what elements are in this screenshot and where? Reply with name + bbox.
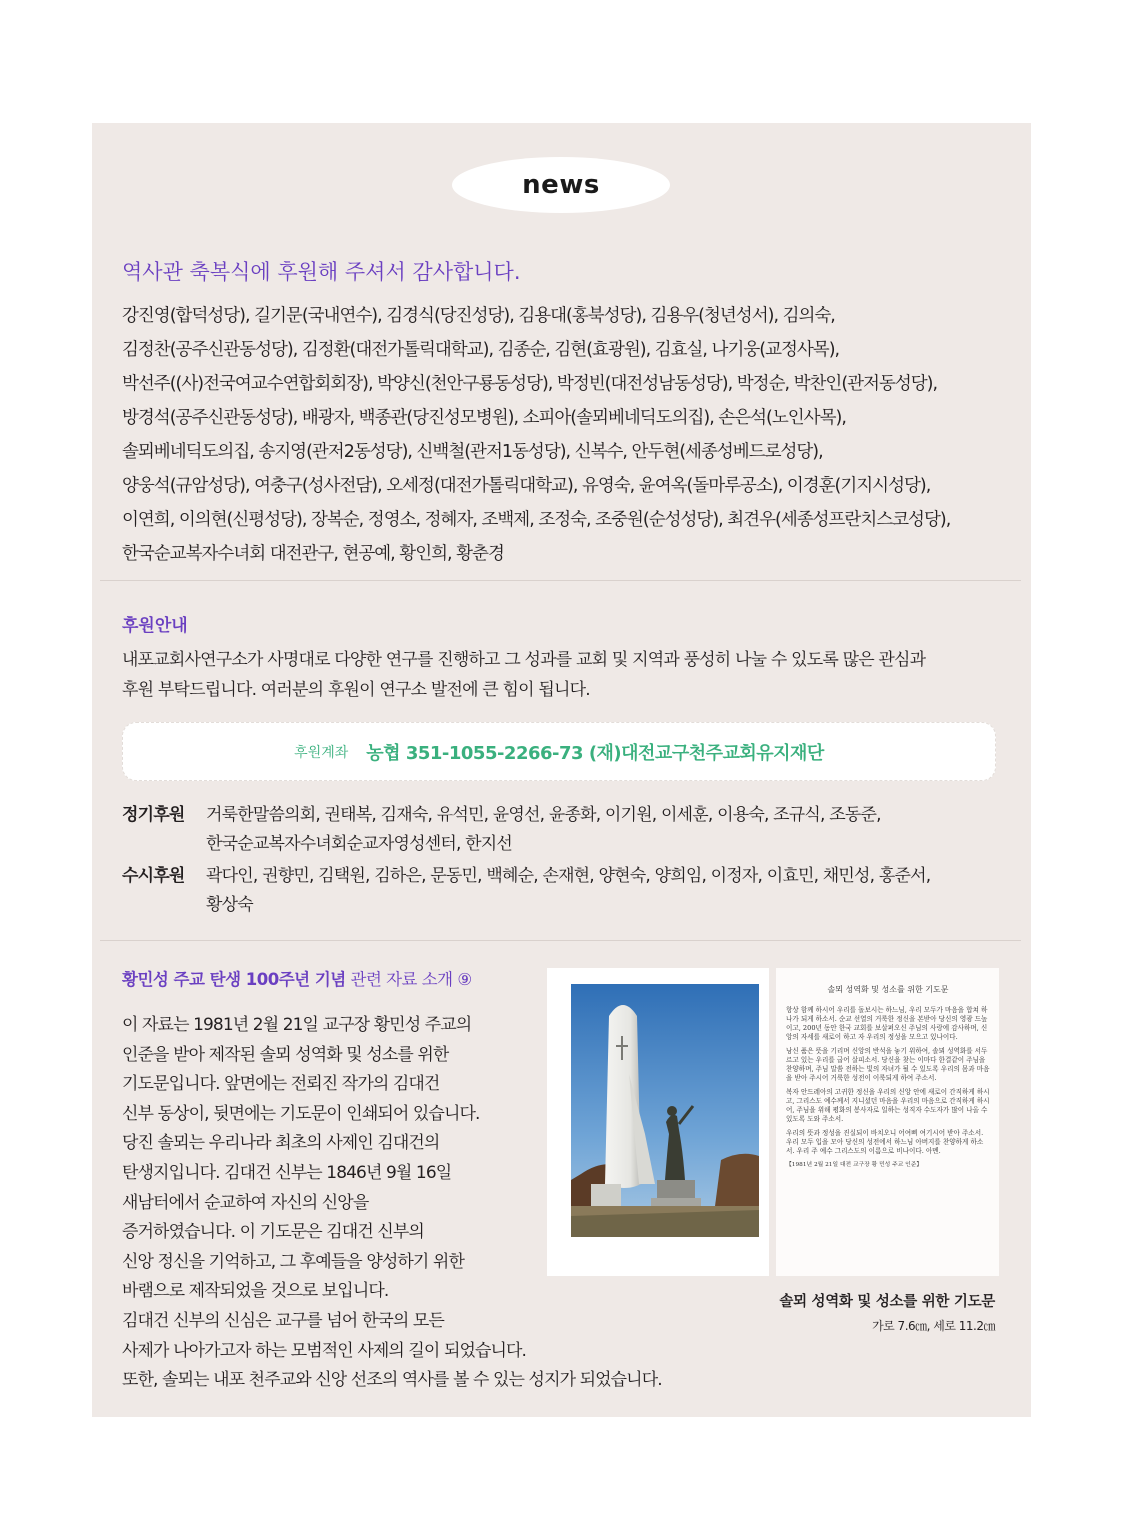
donor-line: 양웅석(규암성당), 여충구(성사전담), 오세정(대전가톨릭대학교), 유영숙, 윤여옥(돌마루공소), 이경훈(기지시성당), (122, 476, 931, 496)
prayer-paragraph: 복자 안드레아의 고귀한 정신을 우리의 신앙 안에 새로이 간직하게 하시고, 그리스도 예수께서 지니셨던 마음을 우리의 마음으로 간직하게 하시어, 주님을 위해 평화의 봉사자로 일하는 성직자 수도자가 많이 나올 수 있도록 도와 주소서. (786, 1088, 990, 1123)
prayer-paragraph: 항상 함께 하시어 우리를 돌보시는 하느님, 우리 모두가 마음을 합쳐 하나가 되게 하소서. 순교 선열의 거룩한 정신을 본받아 당신의 영광 드높이고, 200년 동안 한국 교회를 보살펴오신 주님의 사랑에 감사하며, 신앙의 자세를 새로이 하고 자 우리의 정성을 모으고 있나이다. (786, 1006, 988, 1041)
prayer-title: 솔뫼 성역화 및 성소를 위한 기도문 (827, 985, 949, 994)
intro-title-sub: 관련 자료 소개 ⑨ (350, 970, 472, 989)
intro-line: 인준을 받아 제작된 솔뫼 성역화 및 성소를 위한 (122, 1044, 449, 1065)
intro-line: 신앙 정신을 기억하고, 그 후예들을 양성하기 위한 (122, 1251, 464, 1272)
donor-line: 박선주((사)전국여교수연합회회장), 박양신(천안구룡동성당), 박정빈(대전성남동성당), 박정순, 박찬인(관저동성당), (122, 374, 938, 394)
prayer-paragraph: 우리의 뜻과 정성을 진실되이 바치오니 어여삐 여기시어 받아 주소서. 우리 모두 입을 모아 당신의 성전에서 하느님 아버지를 찬양하게 하소서. 우리 주 예수 그리스도의 이름으로 비나이다. 아멘. (786, 1129, 984, 1155)
regular-sponsors (122, 801, 1012, 859)
donor-line: 강진영(합덕성당), 길기문(국내연수), 김경식(당진성당), 김용대(홍북성당), 김용우(청년성서), 김의숙, (122, 306, 835, 326)
news-badge: news (452, 157, 670, 213)
intro-title-main: 황민성 주교 탄생 100주년 기념 (122, 970, 346, 989)
occasional-sponsors (122, 862, 1012, 920)
intro-line: 사제가 나아가고자 하는 모범적인 사제의 길이 되었습니다. (122, 1340, 527, 1361)
image-caption: 솔뫼 성역화 및 성소를 위한 기도문 (779, 1294, 995, 1310)
statue-photo (571, 984, 759, 1237)
support-line: 내포교회사연구소가 사명대로 다양한 연구를 진행하고 그 성과를 교회 및 지역과 풍성히 나눌 수 있도록 많은 관심과 (122, 650, 926, 670)
prayer-paragraph: 낭신 품은 뜻을 기리며 신앙의 반석을 놓기 위하여, 솔뫼 성역화를 서두르고 있는 우리를 굽어 살피소서. 당신을 찾는 이마다 한결같이 주님을 찬양하며, 주님 말씀 전하는 빛의 자녀가 될 수 있도록 우리의 몸과 마음을 받아 주시어 거룩한 성전이 이룩되게 하여 주소서. (786, 1047, 990, 1082)
intro-line: 바램으로 제작되었을 것으로 보입니다. (122, 1281, 389, 1302)
regular-label: 정기후원 (122, 805, 185, 825)
donor-list (122, 299, 1022, 571)
intro-line: 김대건 신부의 신심은 교구를 넘어 한국의 모든 (122, 1310, 444, 1331)
account-number: 농협 351-1055-2266-73 (재)대전교구천주교회유지재단 (366, 742, 824, 764)
intro-line: 증거하였습니다. 이 기도문은 김대건 신부의 (122, 1222, 424, 1243)
sponsor-line: 곽다인, 권향민, 김택원, 김하은, 문동민, 백혜순, 손재현, 양현숙, 양희임, 이정자, 이효민, 채민성, 홍준서, (206, 866, 931, 886)
image-size-note: 가로 7.6㎝, 세로 11.2㎝ (872, 1319, 995, 1333)
intro-line: 당진 솔뫼는 우리나라 최초의 사제인 김대건의 (122, 1133, 440, 1154)
sponsor-line: 한국순교복자수녀회순교자영성센터, 한지선 (206, 834, 513, 854)
support-title: 후원안내 (122, 616, 188, 636)
support-description (122, 645, 1012, 705)
donor-line: 한국순교복자수녀회 대전관구, 현공예, 황인희, 황춘경 (122, 544, 504, 564)
prayer-text (786, 985, 990, 1170)
donor-line: 김정찬(공주신관동성당), 김정환(대전가톨릭대학교), 김종순, 김현(효광원), 김효실, 나기웅(교정사목), (122, 340, 840, 360)
intro-line: 새남터에서 순교하여 자신의 신앙을 (122, 1192, 369, 1213)
sponsor-line: 거룩한말씀의회, 권태복, 김재숙, 유석민, 윤영선, 윤종화, 이기원, 이세훈, 이용숙, 조규식, 조동준, (206, 805, 881, 825)
donor-line: 이연희, 이의현(신평성당), 장복순, 정영소, 정혜자, 조백제, 조정숙, 조중원(순성성당), 최견우(세종성프란치스코성당), (122, 510, 951, 530)
occasional-label: 수시후원 (122, 866, 185, 886)
thanks-title: 역사관 축복식에 후원해 주셔서 감사합니다. (122, 260, 521, 284)
section-divider (100, 940, 1021, 941)
sponsor-line: 황상숙 (206, 895, 253, 915)
donor-line: 방경석(공주신관동성당), 배광자, 백종관(당진성모병원), 소피아(솔뫼베네딕도의집), 손은석(노인사목), (122, 408, 846, 428)
intro-line: 신부 동상이, 뒷면에는 기도문이 인쇄되어 있습니다. (122, 1103, 480, 1124)
section-divider (100, 580, 1021, 581)
intro-line: 또한, 솔뫼는 내포 천주교와 신앙 선조의 역사를 볼 수 있는 성지가 되었습니다. (122, 1370, 662, 1391)
account-box (122, 722, 996, 781)
intro-title (122, 966, 472, 990)
regular-names (206, 801, 881, 859)
support-line: 후원 부탁드립니다. 여러분의 후원이 연구소 발전에 큰 힘이 됩니다. (122, 680, 590, 700)
prayer-footer: 【1981년 2월 21일 대전 교구장 황 민성 주교 인준】 (786, 1162, 923, 1168)
donor-line: 솔뫼베네딕도의집, 송지영(관저2동성당), 신백철(관저1동성당), 신복수, 안두현(세종성베드로성당), (122, 442, 823, 462)
intro-line: 이 자료는 1981년 2월 21일 교구장 황민성 주교의 (122, 1015, 472, 1035)
account-label: 후원계좌 (294, 744, 349, 761)
intro-line: 기도문입니다. 앞면에는 전뢰진 작가의 김대건 (122, 1074, 440, 1095)
intro-line: 탄생지입니다. 김대건 신부는 1846년 9월 16일 (122, 1162, 452, 1183)
occasional-names (206, 862, 930, 920)
